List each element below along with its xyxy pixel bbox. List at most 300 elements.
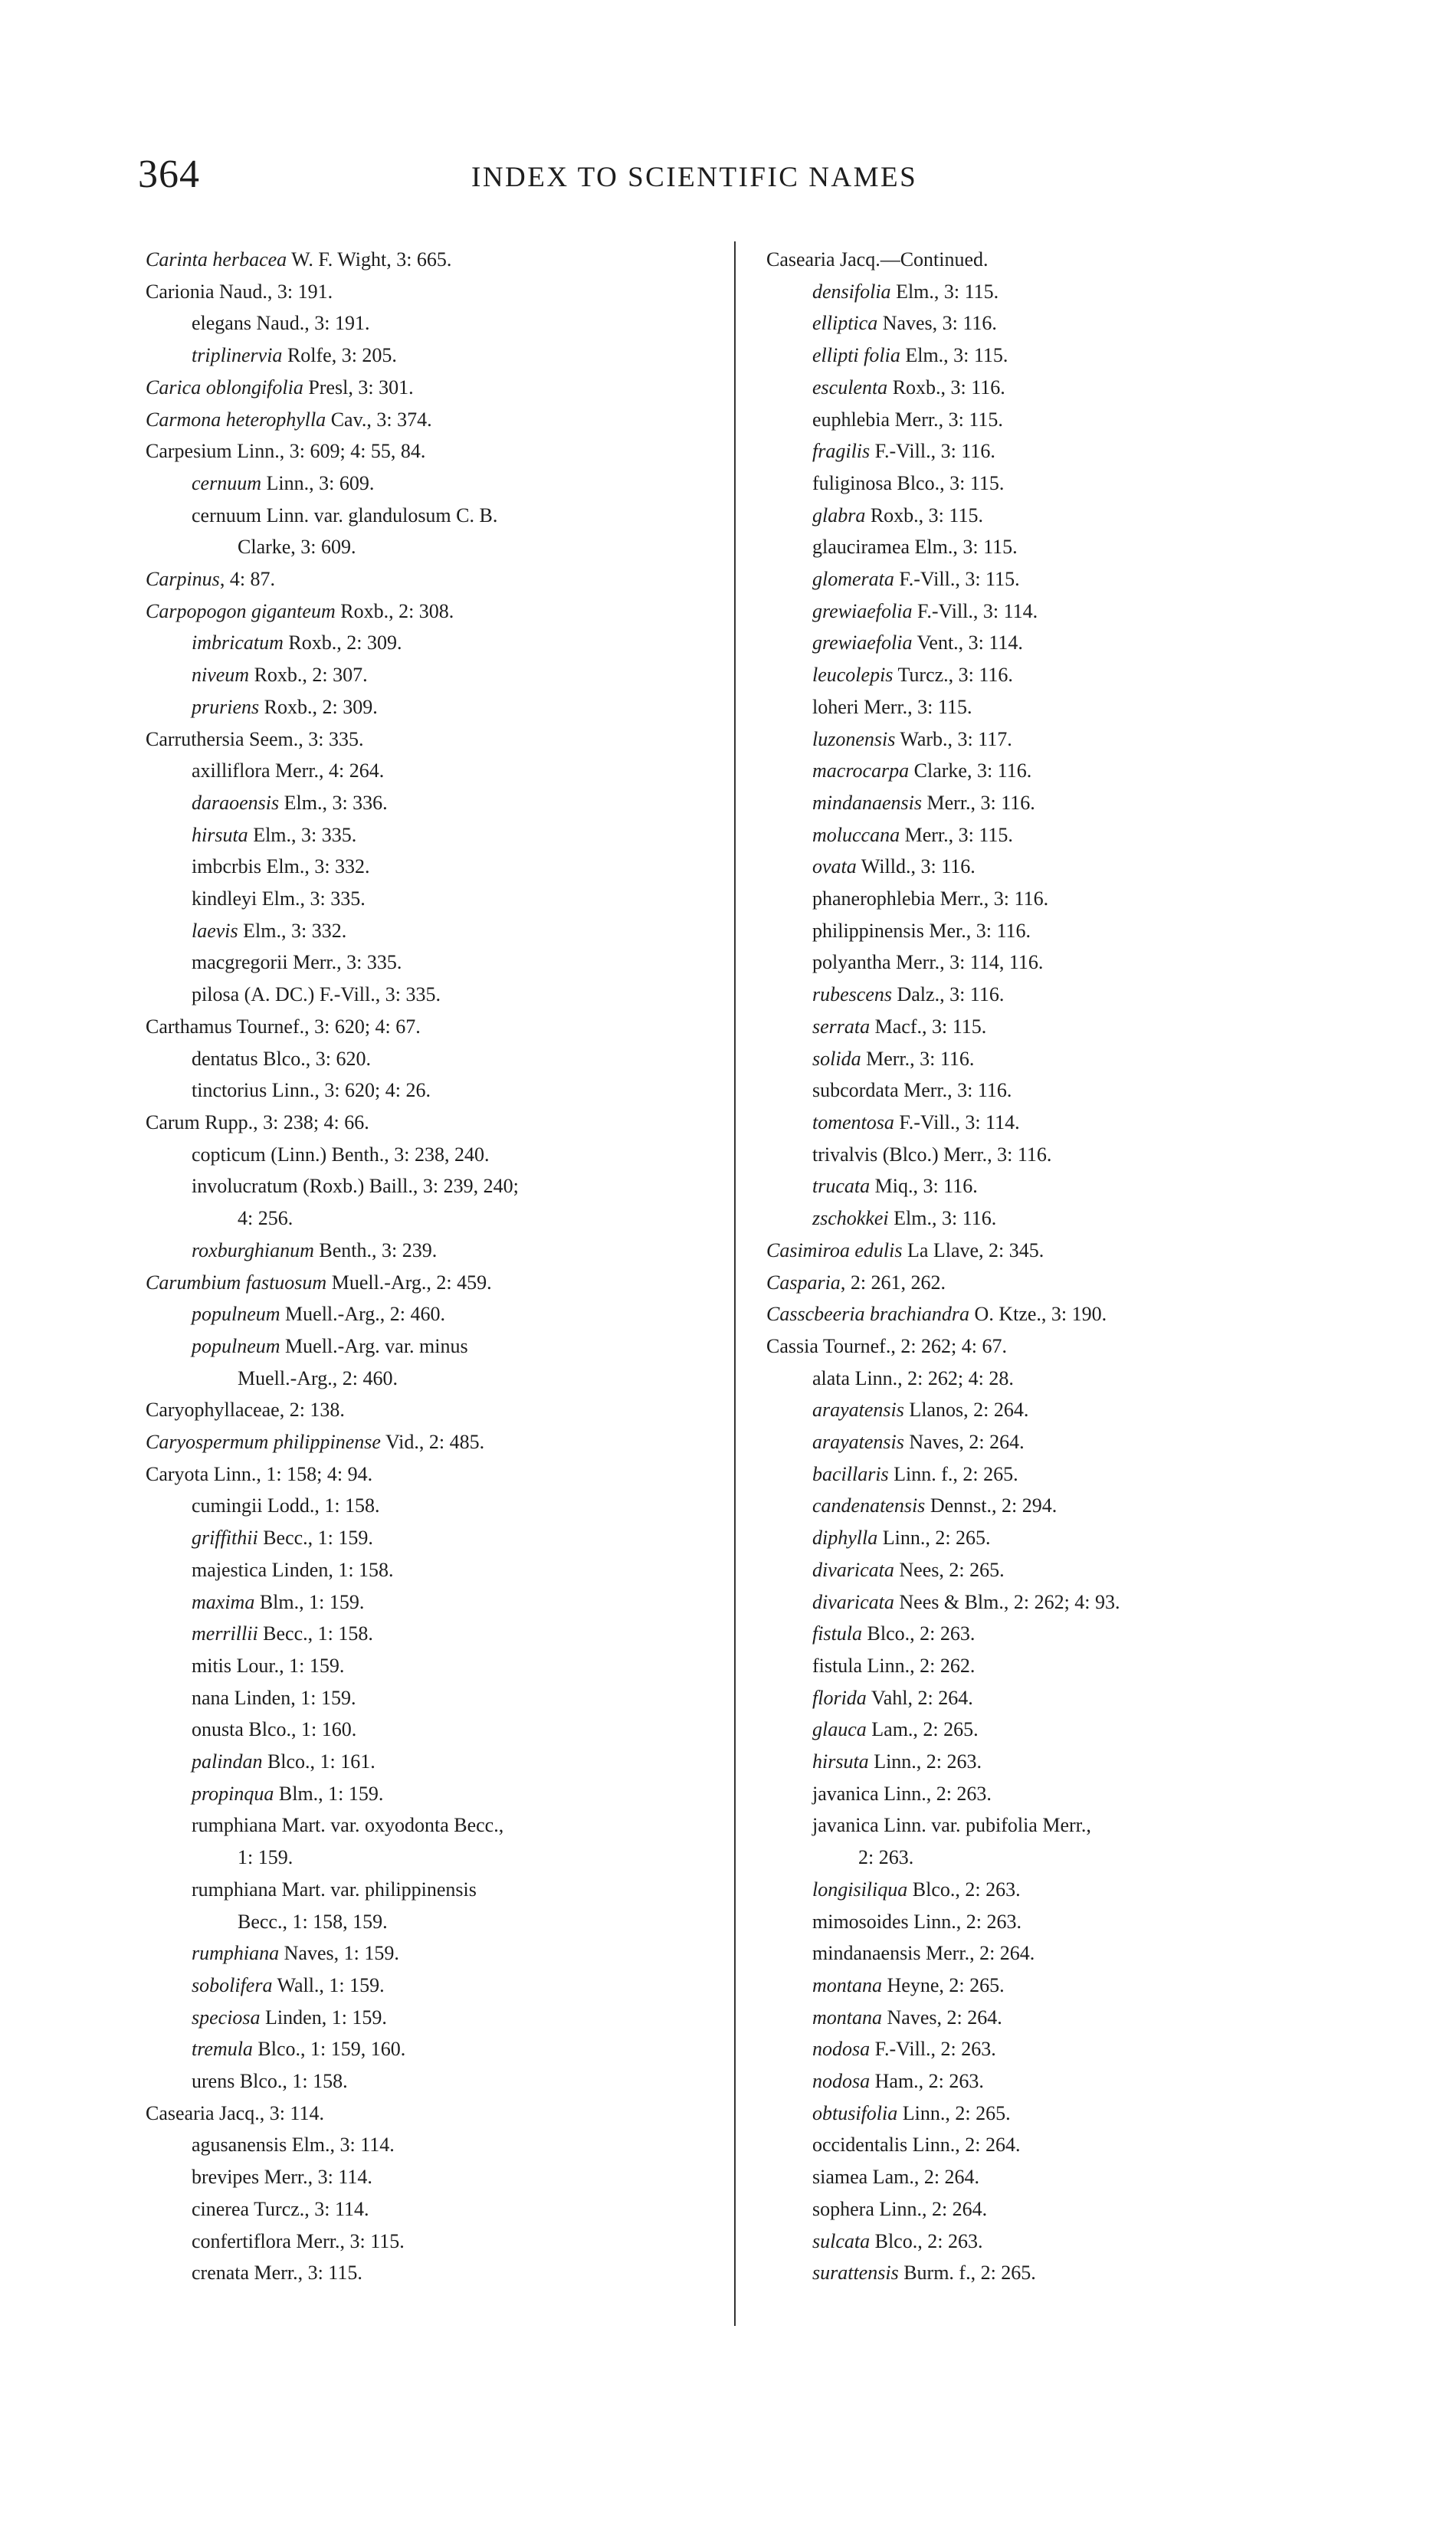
entry-text: brevipes Merr., 3: 114. — [192, 2166, 372, 2189]
entry-text: Roxb., 3: 116. — [887, 376, 1005, 399]
index-entry — [766, 500, 1349, 532]
entry-text: cinerea Turcz., 3: 114. — [192, 2197, 369, 2220]
entry-text: Elm., 3: 115. — [890, 280, 999, 303]
entry-text: Ham., 2: 263. — [870, 2070, 984, 2093]
entry-italic-name: solida — [812, 1047, 861, 1070]
entry-text: alata Linn., 2: 262; 4: 28. — [812, 1366, 1014, 1389]
entry-text: Casearia Jacq.—Continued. — [766, 248, 989, 271]
index-entry — [146, 723, 728, 756]
entry-italic-name: Carpopogon giganteum — [146, 599, 336, 622]
entry-text: F.-Vill., 3: 114. — [912, 599, 1038, 622]
index-entry — [146, 595, 728, 628]
entry-italic-name: Carinta herbacea — [146, 248, 287, 271]
entry-italic-name: Caryospermum philippinense — [146, 1431, 381, 1454]
index-entry — [146, 851, 728, 883]
index-entry — [766, 1554, 1349, 1586]
entry-text: Muell.-Arg., 2: 460. — [238, 1366, 398, 1389]
entry-text: trivalvis (Blco.) Merr., 3: 116. — [812, 1143, 1052, 1166]
entry-italic-name: glomerata — [812, 568, 894, 591]
index-entry — [766, 1970, 1349, 2002]
entry-text: philippinensis Mer., 3: 116. — [812, 919, 1031, 942]
entry-italic-name: hirsuta — [192, 823, 248, 846]
entry-italic-name: grewiaefolia — [812, 631, 913, 654]
entry-text: 1: 159. — [238, 1846, 293, 1869]
entry-text: Warb., 3: 117. — [895, 727, 1012, 750]
entry-text: Roxb., 2: 309. — [259, 695, 378, 718]
entry-text: La Llave, 2: 345. — [902, 1238, 1044, 1261]
index-entry — [766, 307, 1349, 339]
entry-text: cernuum Linn. var. glandulosum C. B. — [192, 504, 498, 526]
entry-italic-name: bacillaris — [812, 1462, 889, 1485]
entry-text: Naves, 3: 116. — [877, 312, 997, 335]
entry-text: subcordata Merr., 3: 116. — [812, 1079, 1012, 1102]
entry-italic-name: candenatensis — [812, 1494, 926, 1517]
index-entry — [766, 883, 1349, 915]
entry-text: Presl, 3: 301. — [303, 376, 414, 399]
entry-text: polyantha Merr., 3: 114, 116. — [812, 951, 1044, 974]
entry-text: Linn., 2: 265. — [877, 1527, 991, 1550]
entry-italic-name: triplinervia — [192, 344, 283, 367]
index-entry — [766, 1937, 1349, 1970]
entry-text: Casearia Jacq., 3: 114. — [146, 2101, 324, 2124]
entry-italic-name: populneum — [192, 1334, 280, 1357]
index-entry — [146, 2257, 728, 2289]
index-entry — [766, 1458, 1349, 1491]
entry-text: Linn., 2: 265. — [897, 2101, 1011, 2124]
entry-italic-name: divaricata — [812, 1558, 894, 1581]
entry-text: nana Linden, 1: 159. — [192, 1686, 356, 1709]
entry-italic-name: tomentosa — [812, 1110, 894, 1133]
entry-text: rumphiana Mart. var. philippinensis — [192, 1878, 477, 1901]
index-entry — [146, 2161, 728, 2193]
index-entry — [146, 1746, 728, 1778]
index-entry — [766, 755, 1349, 787]
index-entry — [766, 244, 1349, 276]
index-entry — [766, 1170, 1349, 1202]
entry-italic-name: palindan — [192, 1750, 263, 1773]
index-entry — [766, 1011, 1349, 1043]
page-number: 364 — [138, 153, 200, 196]
index-entry — [146, 1139, 728, 1171]
entry-italic-name: trucata — [812, 1175, 871, 1198]
index-entry — [146, 1842, 728, 1874]
entry-text: Heyne, 2: 265. — [882, 1973, 1005, 1996]
entry-text: Blm., 1: 159. — [274, 1782, 384, 1805]
index-entry — [146, 1554, 728, 1586]
index-entry — [146, 1778, 728, 1810]
entry-text: tinctorius Linn., 3: 620; 4: 26. — [192, 1079, 431, 1102]
index-entry — [146, 1714, 728, 1746]
index-entry — [766, 467, 1349, 500]
index-entry — [146, 1970, 728, 2002]
entry-text: Naves, 2: 264. — [882, 2006, 1002, 2029]
entry-text: F.-Vill., 3: 115. — [894, 568, 1020, 591]
entry-italic-name: tremula — [192, 2038, 253, 2061]
index-entry — [766, 2257, 1349, 2289]
entry-text: Clarke, 3: 116. — [909, 759, 1032, 782]
index-entry — [146, 2065, 728, 2098]
entry-text: Blco., 1: 159, 160. — [252, 2038, 406, 2061]
index-entry — [766, 1778, 1349, 1810]
entry-text: Blco., 1: 161. — [262, 1750, 375, 1773]
entry-text: pilosa (A. DC.) F.-Vill., 3: 335. — [192, 983, 441, 1006]
entry-text: fistula Linn., 2: 262. — [812, 1654, 976, 1677]
entry-text: Carionia Naud., 3: 191. — [146, 280, 333, 303]
entry-text: urens Blco., 1: 158. — [192, 2070, 348, 2093]
entry-text: Becc., 1: 158, 159. — [238, 1910, 388, 1933]
index-entry — [766, 787, 1349, 819]
index-entry — [146, 467, 728, 500]
entry-text: Linn., 2: 263. — [868, 1750, 982, 1773]
entry-italic-name: divaricata — [812, 1590, 894, 1613]
index-entry — [766, 1298, 1349, 1330]
entry-text: elegans Naud., 3: 191. — [192, 312, 370, 335]
entry-text: Roxb., 3: 115. — [865, 504, 983, 526]
entry-italic-name: surattensis — [812, 2262, 899, 2285]
entry-text: Carthamus Tournef., 3: 620; 4: 67. — [146, 1015, 421, 1038]
entry-italic-name: daraoensis — [192, 791, 280, 814]
index-entry — [146, 1394, 728, 1426]
entry-text: Cassia Tournef., 2: 262; 4: 67. — [766, 1334, 1008, 1357]
index-entry — [766, 2161, 1349, 2193]
entry-text: Caryota Linn., 1: 158; 4: 94. — [146, 1462, 373, 1485]
entry-text: Roxb., 2: 308. — [335, 599, 454, 622]
entry-text: Lam., 2: 265. — [866, 1718, 979, 1741]
entry-text: Caryophyllaceae, 2: 138. — [146, 1399, 345, 1422]
index-entry — [766, 1746, 1349, 1778]
index-entry — [766, 1202, 1349, 1235]
index-entry — [146, 1586, 728, 1619]
index-entry — [146, 1426, 728, 1458]
index-entry — [766, 1682, 1349, 1714]
entry-text: Elm., 3: 332. — [238, 919, 347, 942]
entry-italic-name: cernuum — [192, 471, 261, 494]
index-entry — [146, 307, 728, 339]
entry-text: 2: 263. — [858, 1846, 914, 1869]
entry-text: Merr., 3: 116. — [861, 1047, 975, 1070]
entry-italic-name: rubescens — [812, 983, 892, 1006]
entry-italic-name: glabra — [812, 504, 866, 526]
index-entry — [146, 339, 728, 372]
entry-text: Linn., 3: 609. — [261, 471, 375, 494]
entry-text: involucratum (Roxb.) Baill., 3: 239, 240; — [192, 1175, 519, 1198]
index-entry — [766, 2065, 1349, 2098]
index-entry — [146, 1107, 728, 1139]
entry-text: Merr., 3: 116. — [922, 791, 1035, 814]
index-entry — [766, 339, 1349, 372]
entry-text: mimosoides Linn., 2: 263. — [812, 1910, 1021, 1933]
index-entry — [766, 531, 1349, 563]
entry-italic-name: Casparia — [766, 1271, 841, 1294]
entry-text: Blm., 1: 159. — [254, 1590, 365, 1613]
index-entry — [766, 627, 1349, 659]
index-entry — [766, 691, 1349, 723]
entry-italic-name: ellipti folia — [812, 344, 900, 367]
index-entry — [146, 1809, 728, 1842]
column-divider — [734, 241, 736, 2326]
entry-text: Muell.-Arg., 2: 459. — [326, 1271, 492, 1294]
entry-text: Dalz., 3: 116. — [891, 983, 1005, 1006]
entry-italic-name: Carpinus — [146, 568, 220, 591]
entry-text: Willd., 3: 116. — [856, 855, 976, 878]
entry-italic-name: sulcata — [812, 2229, 871, 2252]
entry-italic-name: montana — [812, 2006, 882, 2029]
entry-italic-name: Casimiroa edulis — [766, 1238, 903, 1261]
entry-text: Llanos, 2: 264. — [903, 1399, 1029, 1422]
entry-italic-name: serrata — [812, 1015, 871, 1038]
index-entry — [766, 851, 1349, 883]
entry-text: Elm., 3: 115. — [900, 344, 1008, 367]
index-entry — [766, 372, 1349, 404]
entry-italic-name: obtusifolia — [812, 2101, 898, 2124]
entry-text: Blco., 2: 263. — [862, 1622, 976, 1645]
index-entry — [146, 1363, 728, 1395]
index-entry — [146, 946, 728, 979]
entry-italic-name: macrocarpa — [812, 759, 910, 782]
entry-text: Carruthersia Seem., 3: 335. — [146, 727, 364, 750]
entry-text: mindanaensis Merr., 2: 264. — [812, 1942, 1035, 1965]
index-entry — [766, 1426, 1349, 1458]
index-entry — [146, 1937, 728, 1970]
entry-italic-name: mindanaensis — [812, 791, 922, 814]
index-column-right — [766, 244, 1349, 2289]
index-entry — [146, 2226, 728, 2258]
index-entry — [146, 1490, 728, 1522]
entry-text: F.-Vill., 3: 116. — [870, 440, 995, 463]
entry-text: javanica Linn. var. pubifolia Merr., — [812, 1814, 1091, 1837]
entry-italic-name: sobolifera — [192, 1973, 273, 1996]
entry-text: Roxb., 2: 309. — [283, 631, 402, 654]
entry-text: Macf., 3: 115. — [870, 1015, 987, 1038]
index-entry — [766, 1522, 1349, 1554]
index-entry — [766, 1074, 1349, 1107]
entry-text: glauciramea Elm., 3: 115. — [812, 536, 1018, 559]
entry-italic-name: hirsuta — [812, 1750, 869, 1773]
entry-text: loheri Merr., 3: 115. — [812, 695, 972, 718]
entry-text: Blco., 2: 263. — [870, 2229, 983, 2252]
index-entry — [766, 1714, 1349, 1746]
index-entry — [766, 723, 1349, 756]
entry-text: Carum Rupp., 3: 238; 4: 66. — [146, 1110, 369, 1133]
index-entry — [146, 244, 728, 276]
entry-text: dentatus Blco., 3: 620. — [192, 1047, 371, 1070]
index-entry — [766, 1650, 1349, 1682]
entry-italic-name: esculenta — [812, 376, 888, 399]
index-entry — [146, 915, 728, 947]
page-title: INDEX TO SCIENTIFIC NAMES — [471, 162, 918, 193]
index-entry — [766, 563, 1349, 595]
entry-italic-name: ovata — [812, 855, 857, 878]
index-entry — [146, 787, 728, 819]
entry-text: Miq., 3: 116. — [870, 1175, 978, 1198]
index-entry — [146, 372, 728, 404]
entry-text: kindleyi Elm., 3: 335. — [192, 887, 366, 910]
index-entry — [766, 1906, 1349, 1938]
index-entry — [146, 1170, 728, 1202]
page-header — [138, 152, 1019, 198]
entry-italic-name: maxima — [192, 1590, 255, 1613]
index-entry — [766, 2226, 1349, 2258]
entry-text: Linn. f., 2: 265. — [888, 1462, 1018, 1485]
entry-italic-name: luzonensis — [812, 727, 896, 750]
entry-text: majestica Linden, 1: 158. — [192, 1558, 394, 1581]
entry-italic-name: roxburghianum — [192, 1238, 314, 1261]
entry-text: F.-Vill., 2: 263. — [870, 2038, 996, 2061]
index-entry — [766, 1874, 1349, 1906]
entry-text: Blco., 2: 263. — [907, 1878, 1021, 1901]
entry-italic-name: elliptica — [812, 312, 878, 335]
entry-text: sophera Linn., 2: 264. — [812, 2197, 988, 2220]
entry-text: agusanensis Elm., 3: 114. — [192, 2134, 395, 2157]
entry-italic-name: griffithii — [192, 1527, 258, 1550]
entry-italic-name: populneum — [192, 1303, 280, 1326]
entry-italic-name: merrillii — [192, 1622, 258, 1645]
entry-italic-name: densifolia — [812, 280, 891, 303]
entry-italic-name: nodosa — [812, 2038, 871, 2061]
index-entry — [146, 627, 728, 659]
entry-italic-name: glauca — [812, 1718, 867, 1741]
entry-text: Carpesium Linn., 3: 609; 4: 55, 84. — [146, 440, 426, 463]
index-entry — [766, 1490, 1349, 1522]
index-entry — [146, 563, 728, 595]
entry-text: Wall., 1: 159. — [272, 1973, 385, 1996]
index-entry — [146, 1522, 728, 1554]
entry-text: W. F. Wight, 3: 665. — [287, 248, 452, 271]
index-entry — [146, 1235, 728, 1267]
entry-text: euphlebia Merr., 3: 115. — [812, 408, 1003, 431]
index-entry — [146, 1011, 728, 1043]
index-entry — [146, 2002, 728, 2034]
index-entry — [766, 1235, 1349, 1267]
entry-italic-name: fragilis — [812, 440, 871, 463]
index-entry — [766, 1139, 1349, 1171]
entry-text: rumphiana Mart. var. oxyodonta Becc., — [192, 1814, 504, 1837]
entry-text: Naves, 1: 159. — [279, 1942, 399, 1965]
entry-text: Vahl, 2: 264. — [866, 1686, 973, 1709]
entry-text: Clarke, 3: 609. — [238, 536, 356, 559]
index-entry — [766, 946, 1349, 979]
index-entry — [146, 1330, 728, 1363]
entry-text: macgregorii Merr., 3: 335. — [192, 951, 402, 974]
index-entry — [146, 1458, 728, 1491]
entry-text: Muell.-Arg., 2: 460. — [280, 1303, 445, 1326]
index-entry — [146, 1618, 728, 1650]
entry-italic-name: leucolepis — [812, 664, 894, 687]
index-entry — [766, 1618, 1349, 1650]
entry-italic-name: zschokkei — [812, 1207, 889, 1230]
entry-text: F.-Vill., 3: 114. — [894, 1110, 1020, 1133]
index-column-left — [146, 244, 728, 2289]
index-entry — [766, 2098, 1349, 2130]
entry-text: cumingii Lodd., 1: 158. — [192, 1494, 380, 1517]
entry-italic-name: nodosa — [812, 2070, 871, 2093]
entry-text: Dennst., 2: 294. — [925, 1494, 1058, 1517]
entry-text: onusta Blco., 1: 160. — [192, 1718, 357, 1741]
entry-text: confertiflora Merr., 3: 115. — [192, 2229, 405, 2252]
index-entry — [766, 2033, 1349, 2065]
index-entry — [766, 1267, 1349, 1299]
entry-italic-name: niveum — [192, 664, 250, 687]
entry-text: Rolfe, 3: 205. — [282, 344, 397, 367]
index-entry — [766, 659, 1349, 691]
index-entry — [766, 1107, 1349, 1139]
index-entry — [146, 1074, 728, 1107]
index-entry — [146, 979, 728, 1011]
entry-italic-name: rumphiana — [192, 1942, 280, 1965]
index-entry — [146, 1298, 728, 1330]
entry-text: mitis Lour., 1: 159. — [192, 1654, 345, 1677]
index-entry — [146, 2098, 728, 2130]
index-entry — [766, 1586, 1349, 1619]
entry-text: Elm., 3: 335. — [248, 823, 357, 846]
index-entry — [766, 915, 1349, 947]
entry-italic-name: florida — [812, 1686, 867, 1709]
entry-italic-name: diphylla — [812, 1527, 878, 1550]
index-entry — [146, 883, 728, 915]
entry-text: Elm., 3: 116. — [888, 1207, 997, 1230]
index-entry — [146, 500, 728, 532]
index-entry — [766, 404, 1349, 436]
index-entry — [766, 819, 1349, 851]
index-entry — [766, 2002, 1349, 2034]
entry-italic-name: arayatensis — [812, 1399, 904, 1422]
entry-italic-name: propinqua — [192, 1782, 274, 1805]
entry-text: , 2: 261, 262. — [840, 1271, 946, 1294]
entry-text: Cav., 3: 374. — [326, 408, 432, 431]
entry-text: Becc., 1: 159. — [257, 1527, 373, 1550]
entry-text: Elm., 3: 336. — [279, 791, 388, 814]
entry-text: Nees, 2: 265. — [894, 1558, 1005, 1581]
index-entry — [146, 1682, 728, 1714]
entry-text: Muell.-Arg. var. minus — [280, 1334, 468, 1357]
entry-italic-name: longisiliqua — [812, 1878, 908, 1901]
entry-text: Turcz., 3: 116. — [893, 664, 1013, 687]
entry-text: Merr., 3: 115. — [900, 823, 1013, 846]
index-entry — [146, 1202, 728, 1235]
index-entry — [766, 276, 1349, 308]
entry-text: Roxb., 2: 307. — [249, 664, 368, 687]
index-entry — [766, 1363, 1349, 1395]
entry-text: axilliflora Merr., 4: 264. — [192, 759, 385, 782]
entry-text: occidentalis Linn., 2: 264. — [812, 2134, 1021, 2157]
index-entry — [766, 595, 1349, 628]
index-entry — [146, 1267, 728, 1299]
index-entry — [766, 435, 1349, 467]
entry-text: Benth., 3: 239. — [313, 1238, 438, 1261]
index-entry — [766, 1809, 1349, 1842]
entry-text: Burm. f., 2: 265. — [898, 2262, 1036, 2285]
index-entry — [766, 2193, 1349, 2226]
entry-text: copticum (Linn.) Benth., 3: 238, 240. — [192, 1143, 490, 1166]
entry-text: Naves, 2: 264. — [903, 1431, 1025, 1454]
entry-text: Vent., 3: 114. — [912, 631, 1023, 654]
index-entry — [766, 1330, 1349, 1363]
entry-italic-name: Carica oblongifolia — [146, 376, 303, 399]
entry-italic-name: fistula — [812, 1622, 863, 1645]
entry-text: 4: 256. — [238, 1207, 293, 1230]
entry-italic-name: Carmona heterophylla — [146, 408, 326, 431]
index-entry — [146, 1043, 728, 1075]
index-entry — [146, 755, 728, 787]
entry-text: imbcrbis Elm., 3: 332. — [192, 855, 370, 878]
index-entry — [146, 1874, 728, 1906]
index-entry — [146, 691, 728, 723]
entry-italic-name: Casscbeeria brachiandra — [766, 1303, 970, 1326]
index-entry — [146, 2193, 728, 2226]
entry-italic-name: pruriens — [192, 695, 260, 718]
entry-italic-name: grewiaefolia — [812, 599, 913, 622]
entry-italic-name: Carumbium fastuosum — [146, 1271, 327, 1294]
